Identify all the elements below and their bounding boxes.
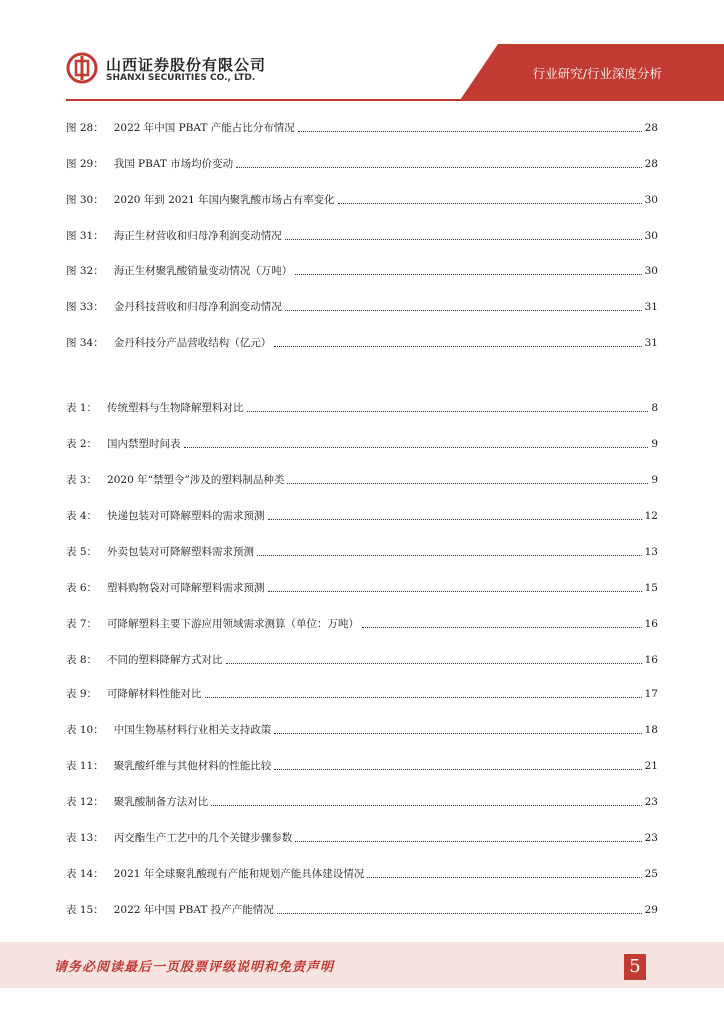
dot-leader [274,732,641,734]
entry-number: 表 8： [66,654,98,666]
toc-entry-table-8[interactable] [66,652,658,668]
entry-page: 9 [651,438,658,450]
toc-entry-table-1[interactable] [66,400,658,416]
entry-page: 13 [644,546,658,558]
entry-title: 2020 年到 2021 年国内聚乳酸市场占有率变化 [113,194,335,206]
toc-entry-figure-29[interactable] [66,156,658,172]
entry-title: 2022 年中国 PBAT 产能占比分布情况 [113,122,295,134]
dot-leader [362,626,642,628]
entry-number: 图 28： [66,122,104,134]
dot-leader [274,345,641,347]
toc-entry-table-10[interactable] [66,722,658,738]
dot-leader [247,410,649,412]
toc-entry-table-3[interactable] [66,472,658,488]
entry-number: 表 12： [66,796,104,808]
dot-leader [211,804,641,806]
toc-entry-table-13[interactable] [66,830,658,846]
entry-number: 表 15： [66,904,104,916]
company-name-cn: 山西证券股份有限公司 [106,56,267,74]
entry-number: 表 3： [66,474,98,486]
entry-number: 表 9： [66,688,98,700]
entry-title: 聚乳酸纤维与其他材料的性能比较 [113,760,272,772]
entry-page: 29 [644,904,658,916]
entry-page: 28 [644,158,658,170]
entry-page: 28 [644,122,658,134]
toc-entry-figure-33[interactable] [66,299,658,315]
entry-title: 金丹科技营收和归母净利润变动情况 [113,301,282,313]
entry-page: 15 [644,582,658,594]
dot-leader [257,554,642,556]
entry-number: 表 1： [66,402,98,414]
toc-entry-figure-30[interactable] [66,192,658,208]
dot-leader [274,768,641,770]
entry-number: 表 5： [66,546,98,558]
toc-entry-figure-34[interactable] [66,335,658,351]
entry-page: 31 [644,337,658,349]
entry-page: 23 [644,832,658,844]
report-section-label: 行业研究/行业深度分析 [532,66,662,81]
entry-number: 表 11： [66,760,104,772]
entry-number: 表 6： [66,582,98,594]
company-name-en: SHANXI SECURITIES CO., LTD. [106,73,256,83]
entry-page: 30 [644,265,658,277]
entry-page: 31 [644,301,658,313]
toc-entry-table-12[interactable] [66,794,658,810]
entry-number: 图 29： [66,158,104,170]
dot-leader [298,130,642,132]
entry-page: 30 [644,194,658,206]
disclaimer-notice: 请务必阅读最后一页股票评级说明和免责声明 [54,960,335,975]
entry-page: 17 [644,688,658,700]
entry-page: 9 [651,474,658,486]
entry-number: 图 31： [66,230,104,242]
entry-number: 表 2： [66,438,98,450]
entry-title: 金丹科技分产品营收结构（亿元） [113,337,272,349]
entry-title: 海正生材聚乳酸销量变动情况（万吨） [113,265,293,277]
entry-page: 21 [644,760,658,772]
entry-page: 23 [644,796,658,808]
entry-number: 表 13： [66,832,104,844]
entry-title: 我国 PBAT 市场均价变动 [113,158,234,170]
toc-entry-figure-31[interactable] [66,228,658,244]
entry-title: 聚乳酸制备方法对比 [113,796,209,808]
dot-leader [268,518,642,520]
toc-entry-figure-28[interactable] [66,120,658,136]
entry-title: 可降解塑料主要下游应用领域需求测算（单位：万吨） [107,618,360,630]
entry-page: 18 [644,724,658,736]
entry-title: 2022 年中国 PBAT 投产产能情况 [113,904,274,916]
entry-title: 传统塑料与生物降解塑料对比 [107,402,244,414]
dot-leader [338,202,642,204]
toc-entry-table-2[interactable] [66,436,658,452]
entry-page: 30 [644,230,658,242]
entry-number: 表 10： [66,724,104,736]
toc-entry-table-4[interactable] [66,508,658,524]
entry-number: 图 33： [66,301,104,313]
entry-title: 2021 年全球聚乳酸现有产能和规划产能具体建设情况 [113,868,365,880]
entry-number: 表 4： [66,510,98,522]
dot-leader [277,912,642,914]
toc-entry-table-7[interactable] [66,616,658,632]
entry-page: 8 [651,402,658,414]
dot-leader [287,482,648,484]
entry-number: 表 14： [66,868,104,880]
entry-title: 丙交酯生产工艺中的几个关键步骤参数 [113,832,293,844]
entry-title: 外卖包装对可降解塑料需求预测 [107,546,255,558]
page-footer [0,942,724,1002]
dot-leader [285,309,642,311]
dot-leader [295,840,641,842]
toc-entry-table-14[interactable] [66,866,658,882]
entry-title: 塑料购物袋对可降解塑料需求预测 [107,582,265,594]
dot-leader [236,166,641,168]
dot-leader [367,876,641,878]
entry-title: 快递包装对可降解塑料的需求预测 [107,510,265,522]
entry-title: 海正生材营收和归母净利润变动情况 [113,230,282,242]
entry-title: 可降解材料性能对比 [107,688,202,700]
toc-entry-table-11[interactable] [66,758,658,774]
dot-leader [295,273,641,275]
dot-leader [285,238,642,240]
toc-entry-table-9[interactable] [66,686,658,702]
entry-title: 2020 年“禁塑令”涉及的塑料制品种类 [107,474,285,486]
header-banner [0,0,724,100]
toc-entry-table-6[interactable] [66,580,658,596]
entry-number: 图 32： [66,265,104,277]
entry-title: 不同的塑料降解方式对比 [107,654,223,666]
entry-page: 25 [644,868,658,880]
page-number: 5 [624,954,646,980]
entry-number: 图 34： [66,337,104,349]
toc-entry-table-5[interactable] [66,544,658,560]
entry-page: 12 [644,510,658,522]
entry-number: 表 7： [66,618,98,630]
entry-title: 中国生物基材料行业相关支持政策 [113,724,272,736]
dot-leader [184,446,649,448]
sxzq-logo-icon [66,52,98,84]
dot-leader [268,590,642,592]
header-divider [66,99,724,101]
toc-entry-table-15[interactable] [66,902,658,918]
dot-leader [226,662,642,664]
entry-page: 16 [644,654,658,666]
toc-entry-figure-32[interactable] [66,263,658,279]
entry-page: 16 [644,618,658,630]
dot-leader [205,696,642,698]
page-header [0,0,724,100]
entry-title: 国内禁塑时间表 [107,438,181,450]
entry-number: 图 30： [66,194,104,206]
